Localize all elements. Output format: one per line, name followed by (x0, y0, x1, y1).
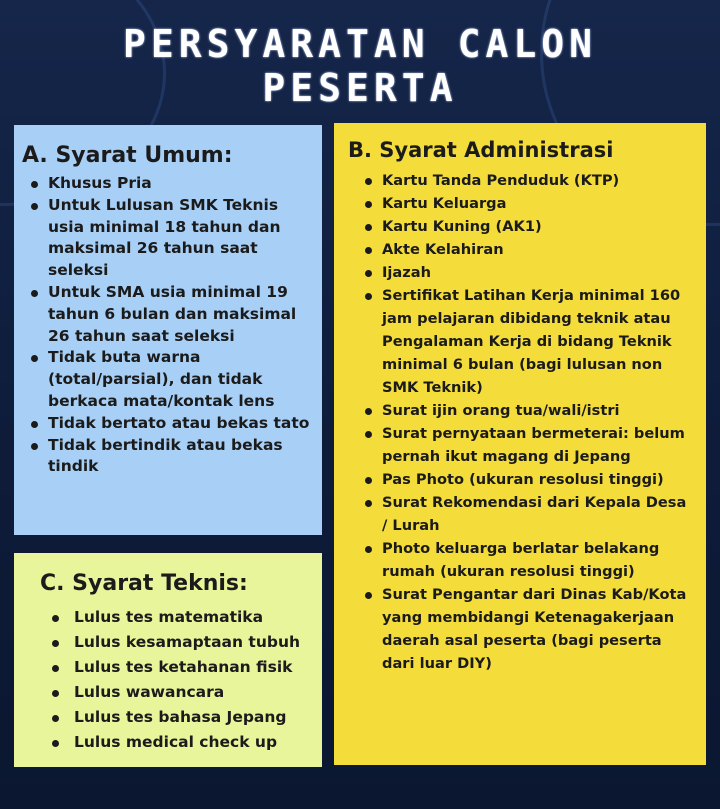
syarat-umum-heading: A. Syarat Umum: (22, 143, 233, 168)
list-item: Lulus tes matematika (40, 605, 312, 630)
syarat-teknis-list (40, 605, 312, 755)
syarat-teknis-panel (14, 553, 322, 767)
list-item: Lulus tes ketahanan fisik (40, 655, 312, 680)
list-item: Akte Kelahiran (356, 238, 696, 261)
list-item: Lulus wawancara (40, 680, 312, 705)
list-item: Kartu Tanda Penduduk (KTP) (356, 169, 696, 192)
syarat-umum-list (22, 173, 312, 478)
list-item: Untuk Lulusan SMK Teknis usia minimal 18 tahun dan maksimal 26 tahun saat seleksi (22, 195, 312, 282)
title-line-1: PERSYARATAN CALON (123, 22, 597, 66)
list-item: Tidak buta warna (total/parsial), dan tidak berkaca mata/kontak lens (22, 347, 312, 412)
list-item: Surat pernyataan bermeterai: belum pernah ikut magang di Jepang (356, 422, 696, 468)
list-item: Ijazah (356, 261, 696, 284)
list-item: Tidak bertato atau bekas tato (22, 413, 312, 435)
syarat-administrasi-panel (334, 123, 706, 765)
list-item: Pas Photo (ukuran resolusi tinggi) (356, 468, 696, 491)
list-item: Surat ijin orang tua/wali/istri (356, 399, 696, 422)
syarat-teknis-heading: C. Syarat Teknis: (40, 571, 248, 596)
list-item: Surat Rekomendasi dari Kepala Desa / Lurah (356, 491, 696, 537)
list-item: Untuk SMA usia minimal 19 tahun 6 bulan dan maksimal 26 tahun saat seleksi (22, 282, 312, 347)
list-item: Lulus medical check up (40, 730, 312, 755)
list-item: Khusus Pria (22, 173, 312, 195)
list-item: Surat Pengantar dari Dinas Kab/Kota yang membidangi Ketenagakerjaan daerah asal peserta (bagi peserta dari luar DIY) (356, 583, 696, 675)
syarat-administrasi-list (348, 169, 696, 675)
syarat-administrasi-heading: B. Syarat Administrasi (348, 138, 614, 162)
list-item: Lulus kesamaptaan tubuh (40, 630, 312, 655)
syarat-umum-panel (14, 125, 322, 535)
list-item: Sertifikat Latihan Kerja minimal 160 jam pelajaran dibidang teknik atau Pengalaman Kerja di bidang Teknik minimal 6 bulan (bagi lulusan non SMK Teknik) (356, 284, 696, 399)
list-item: Lulus tes bahasa Jepang (40, 705, 312, 730)
list-item: Tidak bertindik atau bekas tindik (22, 435, 312, 479)
list-item: Photo keluarga berlatar belakang rumah (ukuran resolusi tinggi) (356, 537, 696, 583)
list-item: Kartu Keluarga (356, 192, 696, 215)
title-line-2: PESERTA (262, 66, 458, 110)
page-title (0, 22, 720, 110)
list-item: Kartu Kuning (AK1) (356, 215, 696, 238)
